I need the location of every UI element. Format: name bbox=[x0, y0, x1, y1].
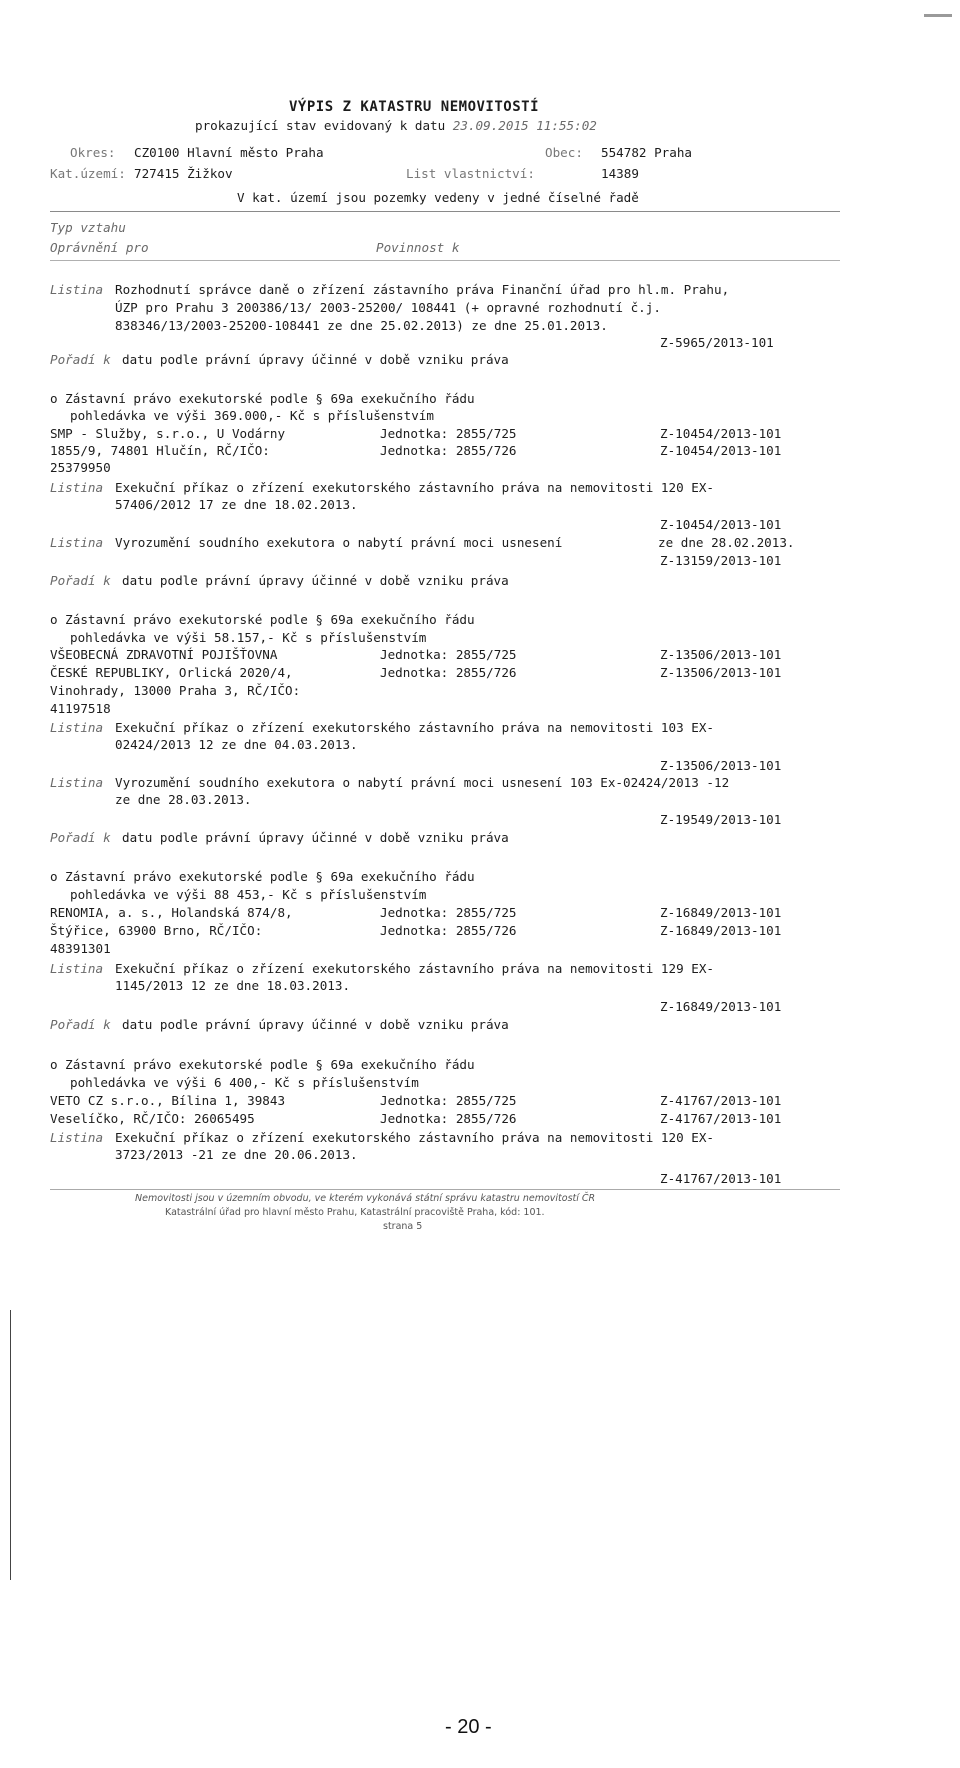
listina-label: Listina bbox=[50, 282, 104, 297]
listina-label: Listina bbox=[50, 961, 104, 976]
z-reference: Z-16849/2013-101 bbox=[660, 999, 782, 1014]
cadastre-note: V kat. území jsou pozemky vedeny v jedné číselné řadě bbox=[237, 190, 639, 205]
z-reference: Z-10454/2013-101 bbox=[660, 517, 782, 532]
listina-label: Listina bbox=[50, 720, 104, 735]
listina-label: Listina bbox=[50, 1130, 104, 1145]
unit-line: Jednotka: 2855/726 bbox=[380, 923, 517, 938]
creditor-line: VŠEOBECNÁ ZDRAVOTNÍ POJIŠŤOVNA bbox=[50, 647, 278, 662]
subtitle bbox=[195, 118, 597, 133]
listina-text: 57406/2012 17 ze dne 18.02.2013. bbox=[115, 497, 358, 512]
entry-amount: pohledávka ve výši 6 400,- Kč s příslušenstvím bbox=[70, 1075, 419, 1090]
listina-text: 838346/13/2003-25200-108441 ze dne 25.02.2013) ze dne 25.01.2013. bbox=[115, 318, 608, 333]
creditor-line: RENOMIA, a. s., Holandská 874/8, bbox=[50, 905, 293, 920]
unit-line: Jednotka: 2855/725 bbox=[380, 426, 517, 441]
entry-heading: o Zástavní právo exekutorské podle § 69a exekučního řádu bbox=[50, 1057, 475, 1072]
header-divider bbox=[50, 211, 840, 212]
scan-edge-mark bbox=[924, 14, 952, 17]
footer-line-2: Katastrální úřad pro hlavní město Prahu, Katastrální pracoviště Praha, kód: 101. bbox=[165, 1207, 545, 1218]
creditor-line: Vinohrady, 13000 Praha 3, RČ/IČO: bbox=[50, 683, 301, 698]
footer-page: strana 5 bbox=[383, 1221, 423, 1232]
unit-line: Jednotka: 2855/726 bbox=[380, 665, 517, 680]
lv-label: List vlastnictví: bbox=[406, 166, 535, 181]
listina-text: Rozhodnutí správce daně o zřízení zástavního práva Finanční úřad pro hl.m. Prahu, bbox=[115, 282, 730, 297]
listina-text: Vyrozumění soudního exekutora o nabytí právní moci usnesení bbox=[115, 535, 563, 550]
entry-amount: pohledávka ve výši 58.157,- Kč s příslušenstvím bbox=[70, 630, 427, 645]
entry-amount: pohledávka ve výši 88 453,- Kč s příslušenstvím bbox=[70, 887, 427, 902]
z-reference: Z-41767/2013-101 bbox=[660, 1111, 782, 1126]
unit-line: Jednotka: 2855/726 bbox=[380, 443, 517, 458]
subtitle-prefix: prokazující stav evidovaný k datu bbox=[195, 118, 453, 133]
creditor-line: ČESKÉ REPUBLIKY, Orlická 2020/4, bbox=[50, 665, 293, 680]
creditor-line: SMP - Služby, s.r.o., U Vodárny bbox=[50, 426, 286, 441]
listina-text: Exekuční příkaz o zřízení exekutorského zástavního práva na nemovitosti 120 EX- bbox=[115, 1130, 714, 1145]
z-reference: Z-41767/2013-101 bbox=[660, 1093, 782, 1108]
col-povinnost-k: Povinnost k bbox=[376, 240, 460, 255]
unit-line: Jednotka: 2855/725 bbox=[380, 647, 517, 662]
z-reference: Z-13506/2013-101 bbox=[660, 665, 782, 680]
listina-text: ze dne 28.03.2013. bbox=[115, 792, 252, 807]
creditor-line: Štýřice, 63900 Brno, RČ/IČO: bbox=[50, 923, 263, 938]
obec-label: Obec: bbox=[545, 145, 583, 160]
creditor-line: Veselíčko, RČ/IČO: 26065495 bbox=[50, 1111, 255, 1126]
z-reference: Z-13506/2013-101 bbox=[660, 647, 782, 662]
listina-text: Exekuční příkaz o zřízení exekutorského zástavního práva na nemovitosti 129 EX- bbox=[115, 961, 714, 976]
katuzemi-label: Kat.území: bbox=[50, 166, 126, 181]
entry-heading: o Zástavní právo exekutorské podle § 69a exekučního řádu bbox=[50, 612, 475, 627]
subtitle-date: 23.09.2015 11:55:02 bbox=[452, 118, 597, 133]
listina-text: Exekuční příkaz o zřízení exekutorského zástavního práva na nemovitosti 120 EX- bbox=[115, 480, 714, 495]
obec-value: 554782 Praha bbox=[601, 145, 692, 160]
okres-value: CZ0100 Hlavní město Praha bbox=[134, 145, 324, 160]
z-reference: Z-10454/2013-101 bbox=[660, 426, 782, 441]
col-typ-vztahu: Typ vztahu bbox=[50, 220, 126, 235]
lv-value: 14389 bbox=[601, 166, 639, 181]
listina-label: Listina bbox=[50, 480, 104, 495]
listina-text: 02424/2013 12 ze dne 04.03.2013. bbox=[115, 737, 358, 752]
z-reference: Z-19549/2013-101 bbox=[660, 812, 782, 827]
z-reference: Z-13506/2013-101 bbox=[660, 758, 782, 773]
creditor-line: VETO CZ s.r.o., Bílina 1, 39843 bbox=[50, 1093, 286, 1108]
z-reference: Z-13159/2013-101 bbox=[660, 553, 782, 568]
unit-line: Jednotka: 2855/725 bbox=[380, 1093, 517, 1108]
z-reference: Z-16849/2013-101 bbox=[660, 905, 782, 920]
unit-line: Jednotka: 2855/726 bbox=[380, 1111, 517, 1126]
listina-text: 1145/2013 12 ze dne 18.03.2013. bbox=[115, 978, 351, 993]
entry-amount: pohledávka ve výši 369.000,- Kč s příslušenstvím bbox=[70, 408, 434, 423]
poradi-text: datu podle právní úpravy účinné v době vzniku práva bbox=[122, 352, 509, 367]
z-reference: Z-10454/2013-101 bbox=[660, 443, 782, 458]
poradi-text: datu podle právní úpravy účinné v době vzniku práva bbox=[122, 573, 509, 588]
creditor-line: 1855/9, 74801 Hlučín, RČ/IČO: bbox=[50, 443, 270, 458]
col-opravneni-pro: Oprávnění pro bbox=[50, 240, 149, 255]
poradi-label: Pořadí k bbox=[50, 352, 111, 367]
page-number: - 20 - bbox=[445, 1716, 492, 1738]
creditor-line: 41197518 bbox=[50, 701, 111, 716]
z-reference: Z-16849/2013-101 bbox=[660, 923, 782, 938]
listina-date: ze dne 28.02.2013. bbox=[658, 535, 795, 550]
unit-line: Jednotka: 2855/725 bbox=[380, 905, 517, 920]
listina-label: Listina bbox=[50, 775, 104, 790]
katuzemi-value: 727415 Žižkov bbox=[134, 166, 233, 181]
listina-text: 3723/2013 -21 ze dne 20.06.2013. bbox=[115, 1147, 358, 1162]
poradi-label: Pořadí k bbox=[50, 573, 111, 588]
listina-text: Vyrozumění soudního exekutora o nabytí právní moci usnesení 103 Ex-02424/2013 -12 bbox=[115, 775, 730, 790]
poradi-label: Pořadí k bbox=[50, 1017, 111, 1032]
listina-text: Exekuční příkaz o zřízení exekutorského zástavního práva na nemovitosti 103 EX- bbox=[115, 720, 714, 735]
creditor-line: 25379950 bbox=[50, 460, 111, 475]
page-title: VÝPIS Z KATASTRU NEMOVITOSTÍ bbox=[289, 99, 540, 115]
listina-label: Listina bbox=[50, 535, 104, 550]
z-reference: Z-5965/2013-101 bbox=[660, 335, 774, 350]
scan-artifact-line bbox=[10, 1310, 11, 1580]
entry-heading: o Zástavní právo exekutorské podle § 69a exekučního řádu bbox=[50, 391, 475, 406]
footer-divider bbox=[50, 1189, 840, 1190]
poradi-text: datu podle právní úpravy účinné v době vzniku práva bbox=[122, 1017, 509, 1032]
poradi-text: datu podle právní úpravy účinné v době vzniku práva bbox=[122, 830, 509, 845]
creditor-line: 48391301 bbox=[50, 941, 111, 956]
entry-heading: o Zástavní právo exekutorské podle § 69a exekučního řádu bbox=[50, 869, 475, 884]
columns-divider bbox=[50, 260, 840, 261]
footer-line-1: Nemovitosti jsou v územním obvodu, ve kterém vykonává státní správu katastru nemovitostí ČR bbox=[135, 1193, 596, 1204]
okres-label: Okres: bbox=[70, 145, 116, 160]
poradi-label: Pořadí k bbox=[50, 830, 111, 845]
listina-text: ÚZP pro Prahu 3 200386/13/ 2003-25200/ 108441 (+ opravné rozhodnutí č.j. bbox=[115, 300, 661, 315]
z-reference: Z-41767/2013-101 bbox=[660, 1171, 782, 1186]
